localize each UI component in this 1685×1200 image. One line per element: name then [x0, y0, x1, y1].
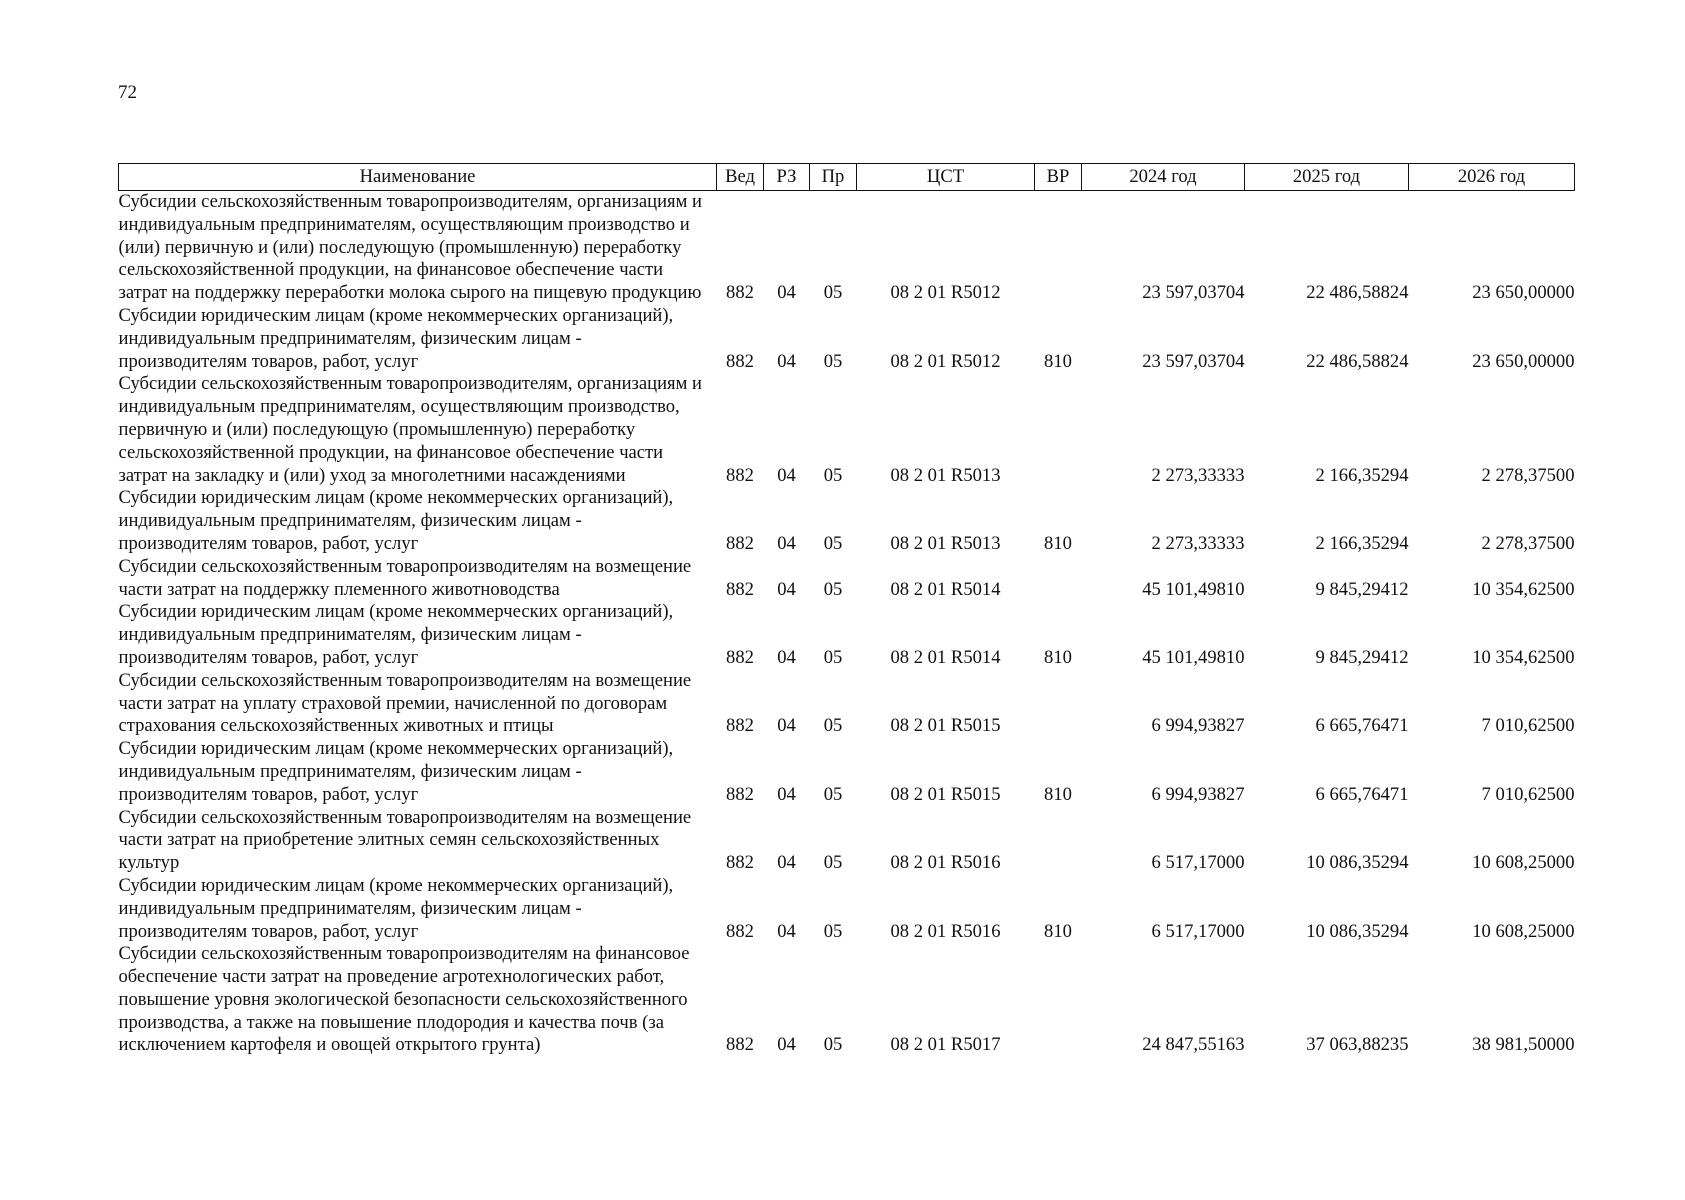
row-cst: 08 2 01 R5012	[890, 282, 1001, 304]
row-pr: 05	[823, 920, 843, 942]
row-name: Субсидии юридическим лицам (кроме некоммерческих организаций), индивидуальным предпринимателям, физическим лицам - производителям товаров, работ, услуг	[118, 487, 674, 554]
row-2025: 9 845,29412	[1315, 646, 1409, 668]
row-vr	[1035, 373, 1082, 487]
header-vr: ВР	[1035, 164, 1082, 191]
table-row	[119, 556, 1575, 602]
row-2026: 2 278,37500	[1481, 532, 1575, 554]
row-cst: 08 2 01 R5016	[890, 852, 1001, 874]
row-name: Субсидии сельскохозяйственным товаропроизводителям на возмещение части затрат на уплату страховой премии, начисленной по договорам страхования сельскохозяйственных животных и птицы	[118, 669, 692, 737]
row-2026: 7 010,62500	[1481, 783, 1575, 805]
row-vr	[1035, 191, 1082, 305]
row-2025: 6 665,76471	[1315, 715, 1409, 737]
row-rz: 04	[777, 920, 796, 942]
table-row	[119, 487, 1575, 555]
table-header-row	[119, 164, 1575, 191]
row-2025: 22 486,58824	[1306, 282, 1409, 304]
row-rz: 04	[777, 715, 796, 737]
row-2024: 45 101,49810	[1142, 646, 1245, 668]
row-cst: 08 2 01 R5015	[890, 783, 1001, 805]
row-rz: 04	[777, 282, 796, 304]
row-2026: 7 010,62500	[1481, 715, 1575, 737]
row-2025: 6 665,76471	[1315, 783, 1409, 805]
row-cst: 08 2 01 R5015	[890, 715, 1001, 737]
budget-table	[118, 163, 1575, 1057]
row-rz: 04	[777, 532, 796, 554]
row-cst: 08 2 01 R5012	[890, 350, 1001, 372]
header-2024: 2024 год	[1082, 164, 1245, 191]
row-pr: 05	[823, 646, 843, 668]
row-cst: 08 2 01 R5017	[890, 1034, 1001, 1056]
row-2025: 2 166,35294	[1315, 464, 1409, 486]
row-2024: 23 597,03704	[1142, 282, 1245, 304]
row-2026: 2 278,37500	[1481, 464, 1575, 486]
row-ved: 882	[726, 783, 754, 805]
row-2024: 2 273,33333	[1151, 532, 1245, 554]
row-2024: 24 847,55163	[1142, 1034, 1245, 1056]
row-2024: 45 101,49810	[1142, 578, 1245, 600]
row-rz: 04	[777, 783, 796, 805]
row-pr: 05	[823, 715, 843, 737]
row-name: Субсидии юридическим лицам (кроме некоммерческих организаций), индивидуальным предпринимателям, физическим лицам - производителям товаров, работ, услуг	[118, 304, 674, 372]
row-name: Субсидии юридическим лицам (кроме некоммерческих организаций), индивидуальным предпринимателям, физическим лицам - производителям товаров, работ, услуг	[118, 601, 674, 668]
header-2025: 2025 год	[1245, 164, 1409, 191]
header-2026: 2026 год	[1409, 164, 1575, 191]
row-2024: 6 994,93827	[1151, 715, 1245, 737]
row-rz: 04	[777, 578, 796, 600]
row-vr	[1035, 670, 1082, 738]
row-ved: 882	[726, 464, 754, 486]
header-rz: РЗ	[764, 164, 810, 191]
row-2024: 6 994,93827	[1151, 783, 1245, 805]
row-ved: 882	[726, 1034, 754, 1056]
row-ved: 882	[726, 715, 754, 737]
table-row	[119, 601, 1575, 669]
row-2024: 23 597,03704	[1142, 350, 1245, 372]
row-pr: 05	[823, 464, 843, 486]
row-2026: 38 981,50000	[1472, 1034, 1575, 1056]
row-vr	[1035, 556, 1082, 602]
row-pr: 05	[823, 282, 843, 304]
table-body	[119, 191, 1575, 1058]
row-2024: 6 517,17000	[1151, 920, 1245, 942]
row-name: Субсидии сельскохозяйственным товаропроизводителям на финансовое обеспечение части затрат на проведение агротехнологических работ, повышение уровня экологической безопасности сельскохозяйственного производства, а также на повышение плодородия и качества почв (за исключением картофеля и овощей открытого грунта)	[118, 943, 690, 1056]
row-cst: 08 2 01 R5013	[890, 532, 1001, 554]
row-vr	[1035, 943, 1082, 1057]
row-ved: 882	[726, 578, 754, 600]
row-2025: 9 845,29412	[1315, 578, 1409, 600]
row-ved: 882	[726, 920, 754, 942]
table-row	[119, 875, 1575, 943]
row-pr: 05	[823, 350, 843, 372]
row-2024: 6 517,17000	[1151, 852, 1245, 874]
row-rz: 04	[777, 464, 796, 486]
row-ved: 882	[726, 852, 754, 874]
row-vr: 810	[1044, 783, 1072, 805]
row-name: Субсидии юридическим лицам (кроме некоммерческих организаций), индивидуальным предпринимателям, физическим лицам - производителям товаров, работ, услуг	[118, 874, 674, 942]
row-pr: 05	[823, 783, 843, 805]
table-row	[119, 670, 1575, 738]
row-pr: 05	[823, 532, 843, 554]
table-row	[119, 191, 1575, 305]
row-name: Субсидии сельскохозяйственным товаропроизводителям, организациям и индивидуальным предпринимателям, осуществляющим производство и (или) первичную и (или) последующую (промышленную) переработку сельскохозяйственной продукции, на финансовое обеспечение части затрат на поддержку переработки молока сырого на пищевую продукцию	[118, 191, 702, 304]
row-2026: 23 650,00000	[1472, 350, 1575, 372]
row-cst: 08 2 01 R5014	[890, 646, 1001, 668]
row-2024: 2 273,33333	[1151, 464, 1245, 486]
row-name: Субсидии юридическим лицам (кроме некоммерческих организаций), индивидуальным предпринимателям, физическим лицам - производителям товаров, работ, услуг	[118, 738, 674, 805]
row-2025: 10 086,35294	[1306, 920, 1409, 942]
row-ved: 882	[726, 350, 754, 372]
row-cst: 08 2 01 R5014	[890, 578, 1001, 600]
row-2026: 10 354,62500	[1472, 578, 1575, 600]
row-pr: 05	[823, 1034, 843, 1056]
row-name: Субсидии сельскохозяйственным товаропроизводителям, организациям и индивидуальным предпринимателям, осуществляющим производство, первичную и (или) последующую (промышленную) переработку сельскохозяйственной продукции, на финансовое обеспечение части затрат на закладку и (или) уход за многолетними насаждениями	[118, 373, 702, 486]
row-vr: 810	[1044, 532, 1072, 554]
row-rz: 04	[777, 350, 796, 372]
row-ved: 882	[726, 532, 754, 554]
table-row	[119, 373, 1575, 487]
header-pr: Пр	[810, 164, 857, 191]
table-row	[119, 943, 1575, 1057]
row-ved: 882	[726, 646, 754, 668]
row-2025: 10 086,35294	[1306, 852, 1409, 874]
row-vr: 810	[1044, 350, 1072, 372]
table-row	[119, 738, 1575, 806]
row-2025: 2 166,35294	[1315, 532, 1409, 554]
row-ved: 882	[726, 282, 754, 304]
page-number: 72	[118, 82, 137, 103]
row-2025: 22 486,58824	[1306, 350, 1409, 372]
row-name: Субсидии сельскохозяйственным товаропроизводителям на возмещение части затрат на приобретение элитных семян сельскохозяйственных культур	[118, 806, 692, 874]
header-ved: Вед	[717, 164, 764, 191]
row-pr: 05	[823, 852, 843, 874]
row-2026: 10 354,62500	[1472, 646, 1575, 668]
row-cst: 08 2 01 R5013	[890, 464, 1001, 486]
row-2026: 10 608,25000	[1472, 920, 1575, 942]
table-row	[119, 305, 1575, 373]
row-2025: 37 063,88235	[1306, 1034, 1409, 1056]
row-vr	[1035, 807, 1082, 875]
row-2026: 23 650,00000	[1472, 282, 1575, 304]
header-name: Наименование	[119, 164, 717, 191]
row-2026: 10 608,25000	[1472, 852, 1575, 874]
header-cst: ЦСТ	[857, 164, 1035, 191]
row-rz: 04	[777, 1034, 796, 1056]
row-rz: 04	[777, 852, 796, 874]
row-pr: 05	[823, 578, 843, 600]
row-rz: 04	[777, 646, 796, 668]
row-name: Субсидии сельскохозяйственным товаропроизводителям на возмещение части затрат на поддержку племенного животноводства	[118, 555, 692, 600]
row-vr: 810	[1044, 646, 1072, 668]
row-cst: 08 2 01 R5016	[890, 920, 1001, 942]
table-row	[119, 807, 1575, 875]
row-vr: 810	[1044, 920, 1072, 942]
